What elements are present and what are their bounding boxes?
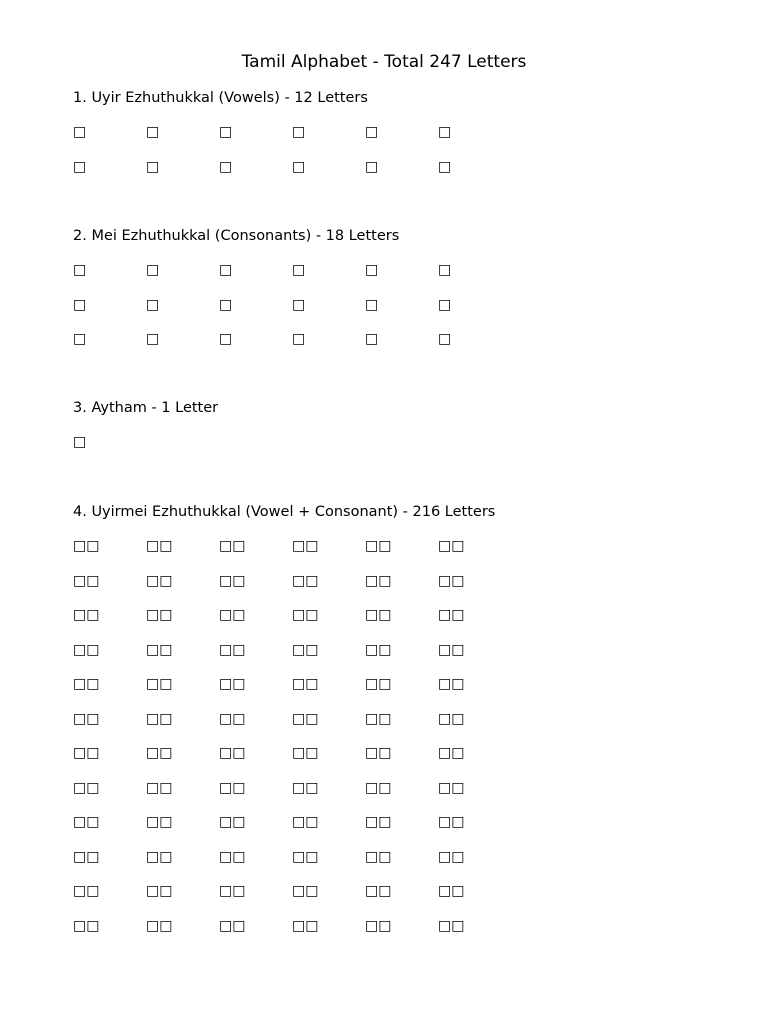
letter-cell: □□ [292, 779, 319, 796]
letter-cell: □ [219, 262, 233, 278]
letter-cell: □□ [365, 538, 392, 554]
letter-cell: □□ [292, 641, 319, 658]
letter-cell: □□ [73, 538, 100, 554]
letter-cell: □□ [146, 641, 173, 658]
letter-cell: □ [146, 158, 160, 175]
letter-cell: □ [365, 262, 379, 278]
letter-cell: □□ [73, 676, 100, 692]
letter-cell: □□ [438, 883, 465, 899]
letter-row [73, 157, 713, 192]
letter-cell: □□ [146, 745, 173, 761]
letter-cell: □□ [146, 814, 173, 830]
letter-cell: □ [219, 331, 233, 347]
letter-cell: □□ [365, 848, 392, 865]
letter-cell: □ [219, 124, 233, 140]
letter-cell: □□ [146, 848, 173, 865]
letter-cell: □□ [146, 538, 173, 554]
letter-cell: □ [365, 296, 379, 313]
letter-cell: □ [146, 124, 160, 140]
letter-cell: □□ [292, 917, 319, 934]
letter-cell: □ [438, 331, 452, 347]
letter-cell: □□ [438, 676, 465, 692]
letter-cell: □ [365, 158, 379, 175]
letter-cell: □ [438, 158, 452, 175]
letter-cell: □□ [438, 814, 465, 830]
letter-cell: □□ [73, 745, 100, 761]
letter-row [73, 536, 713, 571]
letter-cell: □ [146, 296, 160, 313]
letter-row [73, 122, 713, 157]
letter-cell: □□ [438, 572, 465, 589]
letter-cell: □□ [365, 779, 392, 796]
section-heading: 2. Mei Ezhuthukkal (Consonants) - 18 Letters [73, 228, 400, 244]
letter-cell: □□ [219, 883, 246, 899]
letter-cell: □□ [219, 814, 246, 830]
letter-cell: □□ [438, 917, 465, 934]
letter-cell: □□ [365, 814, 392, 830]
letter-cell: □ [292, 262, 306, 278]
section-heading: 3. Aytham - 1 Letter [73, 400, 219, 416]
letter-cell: □ [73, 262, 87, 278]
letter-cell: □ [73, 158, 87, 175]
section-heading: 4. Uyirmei Ezhuthukkal (Vowel + Consonant) - 216 Letters [73, 504, 496, 520]
letter-cell: □□ [292, 883, 319, 899]
letter-cell: □□ [219, 710, 246, 727]
section-vowels [73, 88, 713, 191]
letter-row [73, 778, 713, 813]
letter-row [73, 916, 713, 951]
section-aytham [73, 398, 713, 467]
letter-cell: □ [438, 296, 452, 313]
letter-cell: □□ [73, 917, 100, 934]
letter-cell: □ [73, 331, 87, 347]
letter-cell: □□ [292, 572, 319, 589]
letter-cell: □□ [438, 779, 465, 796]
letter-cell: □□ [73, 572, 100, 589]
letter-cell: □□ [438, 607, 465, 623]
letter-cell: □ [73, 296, 87, 313]
letter-cell: □ [438, 124, 452, 140]
letter-cell: □ [146, 262, 160, 278]
letter-cell: □□ [73, 883, 100, 899]
letter-cell: □□ [146, 607, 173, 623]
letter-cell: □ [73, 124, 87, 140]
document-title: Tamil Alphabet - Total 247 Letters [241, 52, 527, 72]
letter-cell: □□ [292, 607, 319, 623]
letter-cell: □□ [365, 745, 392, 761]
letter-cell: □□ [146, 883, 173, 899]
letter-cell: □□ [365, 641, 392, 658]
letter-cell: □ [219, 158, 233, 175]
letter-cell: □□ [438, 538, 465, 554]
letter-cell: □ [365, 124, 379, 140]
letter-cell: □ [292, 296, 306, 313]
letter-cell: □ [219, 296, 233, 313]
letter-row [73, 743, 713, 778]
letter-row [73, 432, 713, 467]
letter-grid [73, 536, 713, 950]
letter-cell: □□ [219, 538, 246, 554]
letter-cell: □□ [438, 745, 465, 761]
letter-cell: □ [73, 434, 87, 450]
letter-cell: □□ [219, 641, 246, 658]
letter-cell: □□ [365, 676, 392, 692]
letter-cell: □□ [365, 710, 392, 727]
letter-cell: □□ [146, 917, 173, 934]
letter-row [73, 260, 713, 295]
letter-cell: □□ [219, 779, 246, 796]
letter-cell: □ [146, 331, 160, 347]
letter-cell: □□ [73, 607, 100, 623]
letter-cell: □ [292, 124, 306, 140]
letter-cell: □□ [292, 848, 319, 865]
section-heading: 1. Uyir Ezhuthukkal (Vowels) - 12 Letters [73, 90, 368, 106]
letter-row [73, 847, 713, 882]
letter-cell: □□ [438, 710, 465, 727]
letter-row [73, 329, 713, 364]
section-consonants [73, 226, 713, 364]
letter-cell: □□ [292, 745, 319, 761]
letter-cell: □□ [365, 883, 392, 899]
letter-cell: □□ [146, 710, 173, 727]
letter-cell: □□ [292, 710, 319, 727]
letter-cell: □□ [292, 538, 319, 554]
letter-row [73, 640, 713, 675]
letter-cell: □□ [73, 641, 100, 658]
letter-cell: □□ [73, 814, 100, 830]
letter-cell: □□ [219, 745, 246, 761]
letter-cell: □□ [365, 917, 392, 934]
letter-row [73, 881, 713, 916]
letter-cell: □ [292, 158, 306, 175]
letter-grid [73, 260, 713, 364]
letter-cell: □□ [292, 676, 319, 692]
letter-cell: □□ [73, 710, 100, 727]
letter-cell: □□ [438, 848, 465, 865]
letter-grid [73, 122, 713, 191]
letter-row [73, 709, 713, 744]
letter-cell: □□ [292, 814, 319, 830]
letter-cell: □□ [73, 779, 100, 796]
letter-cell: □ [365, 331, 379, 347]
letter-cell: □□ [365, 607, 392, 623]
letter-row [73, 812, 713, 847]
letter-cell: □□ [438, 641, 465, 658]
letter-cell: □□ [365, 572, 392, 589]
letter-cell: □ [292, 331, 306, 347]
letter-cell: □□ [146, 779, 173, 796]
letter-cell: □□ [146, 676, 173, 692]
letter-cell: □□ [219, 676, 246, 692]
letter-cell: □□ [219, 572, 246, 589]
letter-cell: □□ [73, 848, 100, 865]
letter-row [73, 295, 713, 330]
letter-row [73, 674, 713, 709]
letter-row [73, 571, 713, 606]
letter-grid [73, 432, 713, 467]
letter-cell: □□ [219, 607, 246, 623]
letter-cell: □□ [219, 848, 246, 865]
letter-cell: □□ [219, 917, 246, 934]
letter-row [73, 605, 713, 640]
letter-cell: □□ [146, 572, 173, 589]
letter-cell: □ [438, 262, 452, 278]
section-uyirmei [73, 502, 713, 950]
